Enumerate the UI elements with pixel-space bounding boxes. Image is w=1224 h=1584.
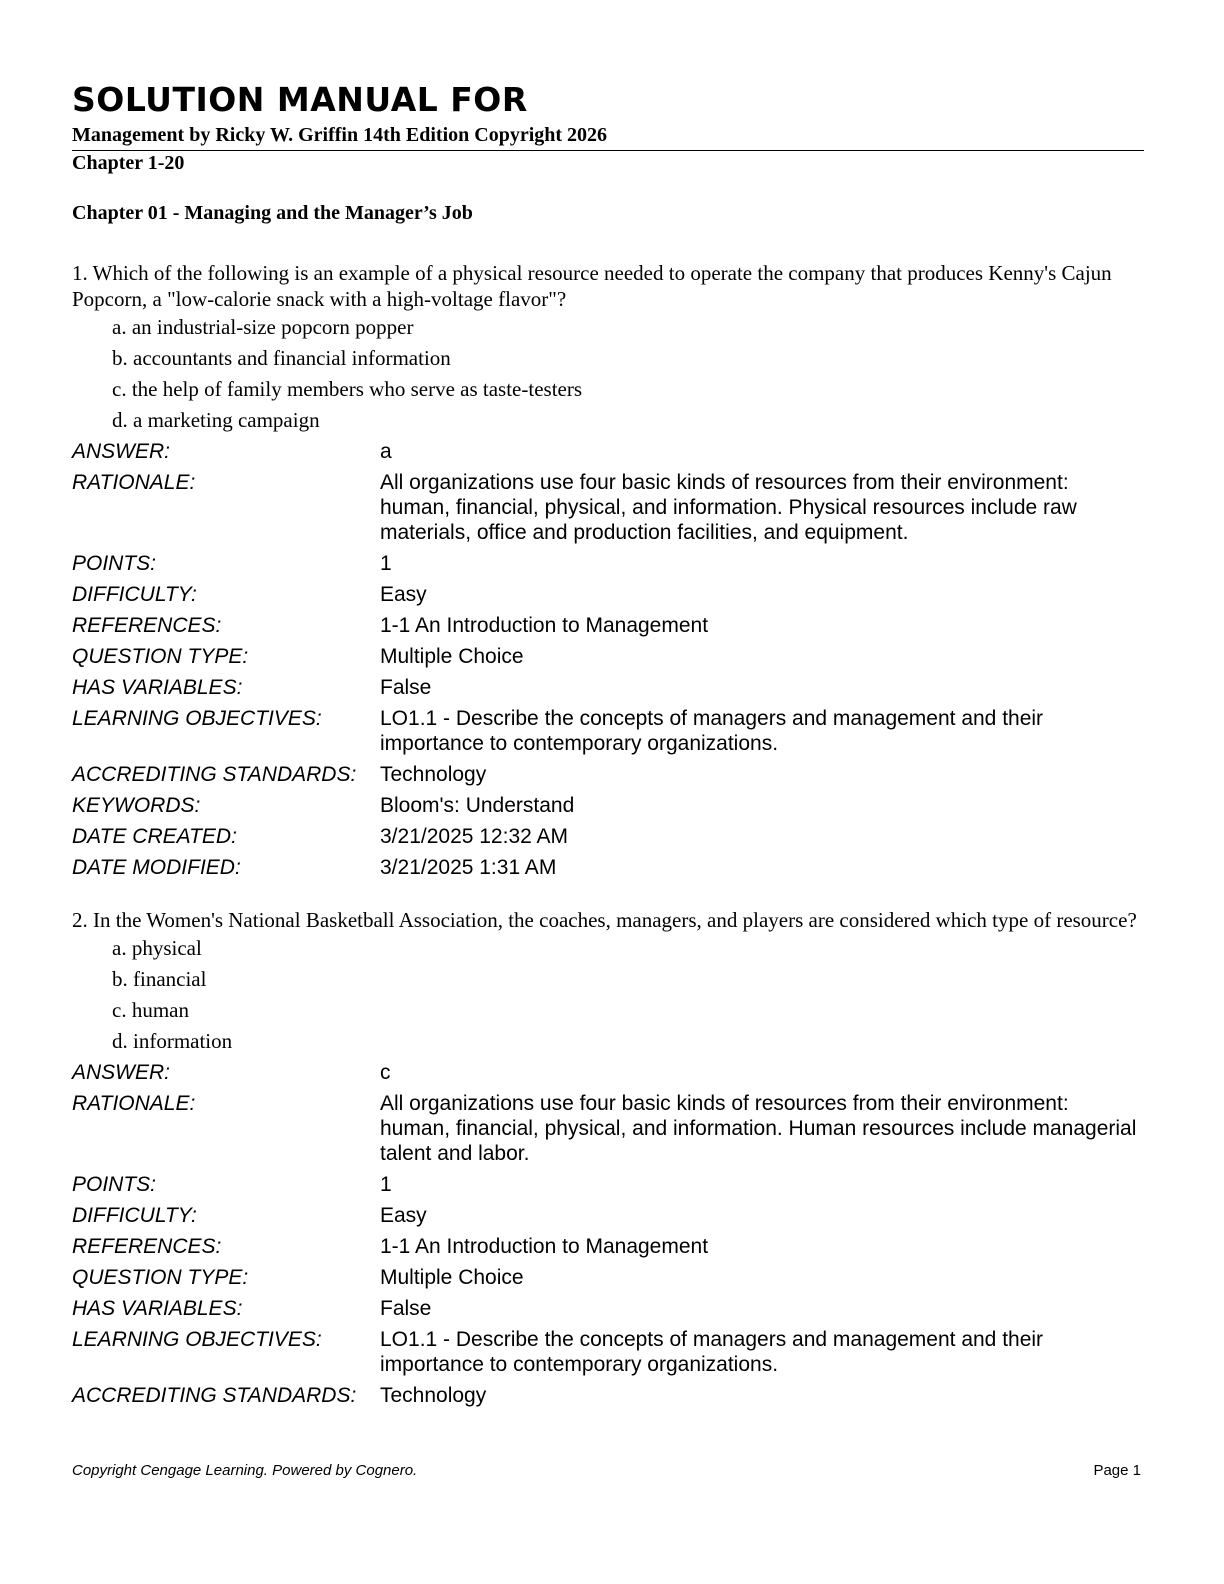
meta-label: DIFFICULTY: — [72, 583, 197, 606]
answer-option: b. accountants and financial information — [112, 346, 451, 370]
meta-label: QUESTION TYPE: — [72, 645, 249, 668]
meta-row-accrediting-standards — [72, 759, 1144, 790]
answer-option: a. physical — [112, 936, 202, 960]
meta-value: False — [380, 1297, 432, 1320]
meta-row-difficulty — [72, 1200, 1144, 1231]
footer-copyright: Copyright Cengage Learning. Powered by Cognero. — [72, 1462, 418, 1479]
answer-options — [112, 933, 1144, 1057]
meta-label: LEARNING OBJECTIVES: — [72, 707, 322, 730]
meta-label: ANSWER: — [72, 1061, 171, 1084]
meta-row-difficulty — [72, 579, 1144, 610]
meta-row-keywords — [72, 790, 1144, 821]
meta-row-rationale — [72, 467, 1144, 548]
page-number: Page 1 — [1093, 1462, 1141, 1479]
meta-value: All organizations use four basic kinds of resources from their environment: human, financial, physical, and information. Human resources include managerial talent and labor. — [380, 1092, 1137, 1165]
meta-value: Technology — [380, 1384, 487, 1407]
meta-row-question-type — [72, 641, 1144, 672]
meta-label: DIFFICULTY: — [72, 1204, 197, 1227]
meta-label: RATIONALE: — [72, 471, 196, 494]
meta-row-answer — [72, 1057, 1144, 1088]
meta-value: False — [380, 676, 432, 699]
answer-options — [112, 312, 1144, 436]
question-stem: 1. Which of the following is an example of a physical resource needed to operate the company that produces Kenny's Cajun Popcorn, a "low-calorie snack with a high-voltage flavor"? — [72, 261, 1112, 311]
meta-row-references — [72, 610, 1144, 641]
answer-option: c. human — [112, 998, 189, 1022]
question-metadata — [72, 436, 1144, 883]
meta-label: REFERENCES: — [72, 1235, 222, 1258]
meta-row-points — [72, 1169, 1144, 1200]
meta-row-has-variables — [72, 672, 1144, 703]
answer-option: b. financial — [112, 967, 207, 991]
chapter-range: Chapter 1-20 — [72, 152, 185, 174]
meta-row-points — [72, 548, 1144, 579]
meta-row-date-modified — [72, 852, 1144, 883]
meta-row-learning-objectives — [72, 703, 1144, 759]
meta-row-question-type — [72, 1262, 1144, 1293]
question-metadata — [72, 1057, 1144, 1411]
meta-label: POINTS: — [72, 552, 157, 575]
question-stem: 2. In the Women's National Basketball Association, the coaches, managers, and players are considered which type of resource? — [72, 908, 1137, 932]
answer-option: d. a marketing campaign — [112, 408, 320, 432]
meta-value: LO1.1 - Describe the concepts of managers and management and their importance to contemporary organizations. — [380, 707, 1044, 755]
meta-row-rationale — [72, 1088, 1144, 1169]
meta-value: Easy — [380, 1204, 427, 1227]
meta-value: All organizations use four basic kinds of resources from their environment: human, financial, physical, and information. Physical resources include raw materials, office and production facilities, and equipment. — [380, 471, 1077, 544]
meta-row-answer — [72, 436, 1144, 467]
answer-option: d. information — [112, 1029, 233, 1053]
meta-value: a — [380, 440, 392, 463]
meta-value: 1 — [380, 552, 392, 575]
answer-option: a. an industrial-size popcorn popper — [112, 315, 414, 339]
meta-label: ANSWER: — [72, 440, 171, 463]
meta-row-accrediting-standards — [72, 1380, 1144, 1411]
meta-value: Technology — [380, 763, 487, 786]
meta-label: KEYWORDS: — [72, 794, 201, 817]
meta-label: ACCREDITING STANDARDS: — [72, 763, 357, 786]
question-2 — [72, 907, 1144, 1411]
meta-row-has-variables — [72, 1293, 1144, 1324]
page-title: SOLUTION MANUAL FOR — [72, 80, 528, 119]
meta-label: RATIONALE: — [72, 1092, 196, 1115]
meta-value: 3/21/2025 1:31 AM — [380, 856, 557, 879]
book-subtitle: Management by Ricky W. Griffin 14th Edition Copyright 2026 — [72, 122, 1144, 151]
meta-label: DATE MODIFIED: — [72, 856, 241, 879]
meta-value: Easy — [380, 583, 427, 606]
meta-value: 1 — [380, 1173, 392, 1196]
meta-row-references — [72, 1231, 1144, 1262]
meta-label: HAS VARIABLES: — [72, 676, 243, 699]
meta-value: 3/21/2025 12:32 AM — [380, 825, 568, 848]
chapter-heading: Chapter 01 - Managing and the Manager’s Job — [72, 202, 473, 224]
meta-label: HAS VARIABLES: — [72, 1297, 243, 1320]
meta-value: Multiple Choice — [380, 1266, 524, 1289]
meta-label: ACCREDITING STANDARDS: — [72, 1384, 357, 1407]
meta-value: 1-1 An Introduction to Management — [380, 614, 709, 637]
meta-value: c — [380, 1061, 391, 1084]
meta-row-learning-objectives — [72, 1324, 1144, 1380]
meta-value: Multiple Choice — [380, 645, 524, 668]
question-1 — [72, 260, 1144, 883]
meta-label: LEARNING OBJECTIVES: — [72, 1328, 322, 1351]
meta-value: LO1.1 - Describe the concepts of managers and management and their importance to contemporary organizations. — [380, 1328, 1044, 1376]
meta-value: 1-1 An Introduction to Management — [380, 1235, 709, 1258]
meta-label: DATE CREATED: — [72, 825, 237, 848]
meta-row-date-created — [72, 821, 1144, 852]
answer-option: c. the help of family members who serve as taste-testers — [112, 377, 583, 401]
meta-label: REFERENCES: — [72, 614, 222, 637]
meta-value: Bloom's: Understand — [380, 794, 575, 817]
meta-label: QUESTION TYPE: — [72, 1266, 249, 1289]
meta-label: POINTS: — [72, 1173, 157, 1196]
